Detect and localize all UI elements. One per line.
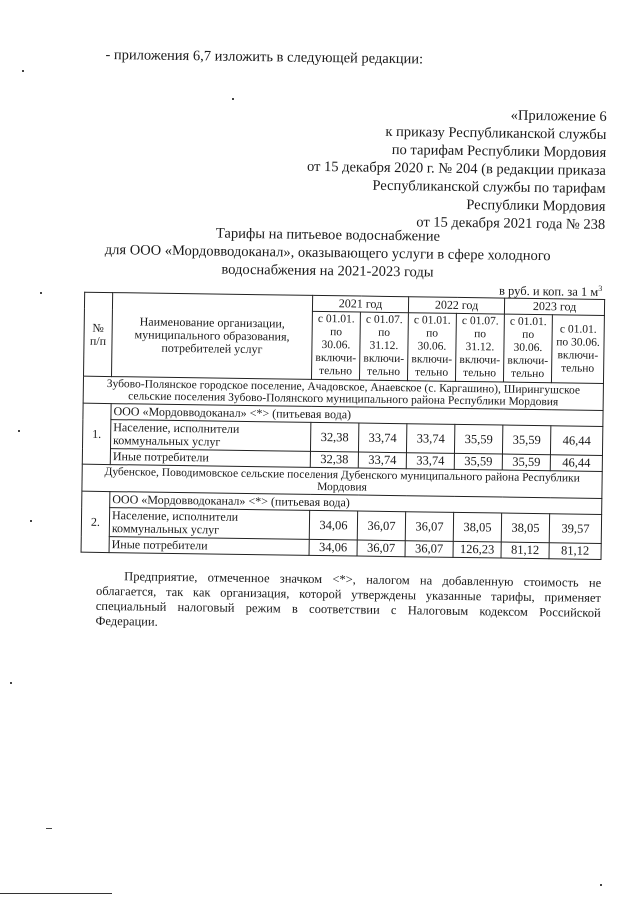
title-line: водоснабжения на 2021-2023 годы: [221, 261, 434, 281]
region-row: Дубенское, Поводимовское сельские поселения Дубенского муниципального района Республики Мордовия: [82, 464, 602, 498]
organization-note: (питьевая вода): [267, 494, 350, 510]
period-header: с 01.07. по 31.12. включи- тельно: [359, 312, 408, 381]
units-text: в руб. и коп. за 1 м: [498, 283, 599, 300]
tariff-value: 35,59: [502, 454, 550, 471]
organization-name: ООО «Мордовводоканал» <*>: [112, 492, 269, 509]
header-line: по тарифам Республики Мордовия: [391, 141, 607, 161]
tariff-value: 81,12: [501, 542, 549, 559]
title-line: для ООО «Мордовводоканал», оказывающего услуги в сфере холодного: [104, 241, 551, 265]
period-header: с 01.01. по 30.06. включи- тельно: [551, 315, 604, 384]
row-number: 2.: [81, 491, 110, 552]
year-header: 2022 год: [408, 297, 504, 314]
year-header: 2021 год: [312, 295, 408, 312]
row-number: 1.: [82, 403, 111, 464]
consumer-label: Население, исполнители коммунальных услуг: [109, 508, 309, 540]
scan-speck: [232, 98, 234, 100]
header-line: Республики Мордовия: [466, 197, 606, 215]
period-header: с 01.01. по 30.06. включи- тельно: [503, 314, 552, 383]
title-line: Тарифы на питьевое водоснабжение: [215, 225, 441, 245]
organization-note: (питьевая вода): [269, 406, 352, 422]
scan-speck: [10, 682, 12, 684]
scan-speck: [22, 70, 24, 72]
tariff-value: 126,23: [453, 541, 501, 558]
tariff-value: 36,07: [405, 512, 453, 542]
tariff-value: 46,44: [550, 426, 602, 456]
header-line: от 15 декабря 2021 года № 238: [416, 214, 606, 233]
tariff-value: 33,74: [406, 453, 454, 470]
footer-rule: [0, 893, 112, 894]
scan-speck: [46, 828, 52, 829]
consumer-label: Иные потребители: [109, 537, 309, 556]
tariff-value: 36,07: [357, 511, 405, 541]
tariff-value: 33,74: [406, 424, 454, 454]
tariff-value: 34,06: [309, 539, 357, 556]
period-header: с 01.01. по 30.06. включи- тельно: [407, 313, 456, 382]
tariff-value: 36,07: [357, 540, 405, 557]
header-line: от 15 декабря 2020 г. № 204 (в редакции приказа: [306, 158, 607, 179]
tariff-value: 35,59: [502, 425, 550, 455]
scan-speck: [18, 430, 20, 432]
tariff-value: 46,44: [550, 455, 602, 472]
consumer-label: Население, исполнители коммунальных услуг: [110, 420, 310, 452]
tax-footnote: Предприятие, отмеченное значком <*>, налогом на добавленную стоимость не облагается, так как организация, которой утверждены указанные тарифы, применяет специальный налоговый режим в соответствии с Налоговым кодексом Российской Федерации.: [95, 569, 602, 629]
tariff-value: 34,06: [309, 510, 357, 540]
organization-name: ООО «Мордовводоканал» <*>: [113, 404, 270, 421]
col-header-name: Наименование организации, муниципального образования, потребителей услуг: [112, 293, 313, 380]
tariff-value: 35,59: [454, 424, 502, 454]
year-header: 2023 год: [504, 298, 604, 315]
region-row: Зубово-Полянское городское поселение, Ачадовское, Анаевское (с. Каргашино), Ширингушское сельские поселения Зубово-Полянского муниципального района Республики Мордовия: [83, 376, 603, 410]
scan-speck: [30, 520, 32, 522]
header-line: Республиканской службы по тарифам: [372, 177, 606, 197]
tariff-value: 33,74: [358, 423, 406, 453]
period-header: с 01.01. по 30.06. включи- тельно: [311, 311, 360, 380]
tariff-value: 35,59: [454, 453, 502, 470]
period-header: с 01.07. по 31.12. включи- тельно: [455, 313, 504, 382]
scan-speck: [600, 884, 602, 886]
col-header-number: № п/п: [84, 292, 113, 376]
tariff-value: 38,05: [501, 513, 549, 543]
header-line: «Приложение 6: [510, 107, 607, 125]
consumer-label: Иные потребители: [110, 449, 310, 468]
tariff-value: 36,07: [405, 541, 453, 558]
header-line: к приказу Республиканской службы: [385, 123, 607, 143]
units-superscript: 3: [598, 283, 603, 293]
scan-speck: [40, 292, 42, 294]
intro-line: - приложения 6,7 изложить в следующей редакции:: [105, 46, 424, 68]
tariff-value: 81,12: [549, 543, 601, 560]
document-title: [82, 223, 573, 284]
appendix-header: [306, 104, 607, 234]
tariff-value: 38,05: [453, 512, 501, 542]
tariff-value: 33,74: [358, 452, 406, 469]
tariff-table: [81, 292, 606, 560]
tariff-value: 32,38: [310, 451, 358, 468]
tariff-value: 32,38: [310, 422, 358, 452]
tariff-value: 39,57: [549, 514, 601, 544]
